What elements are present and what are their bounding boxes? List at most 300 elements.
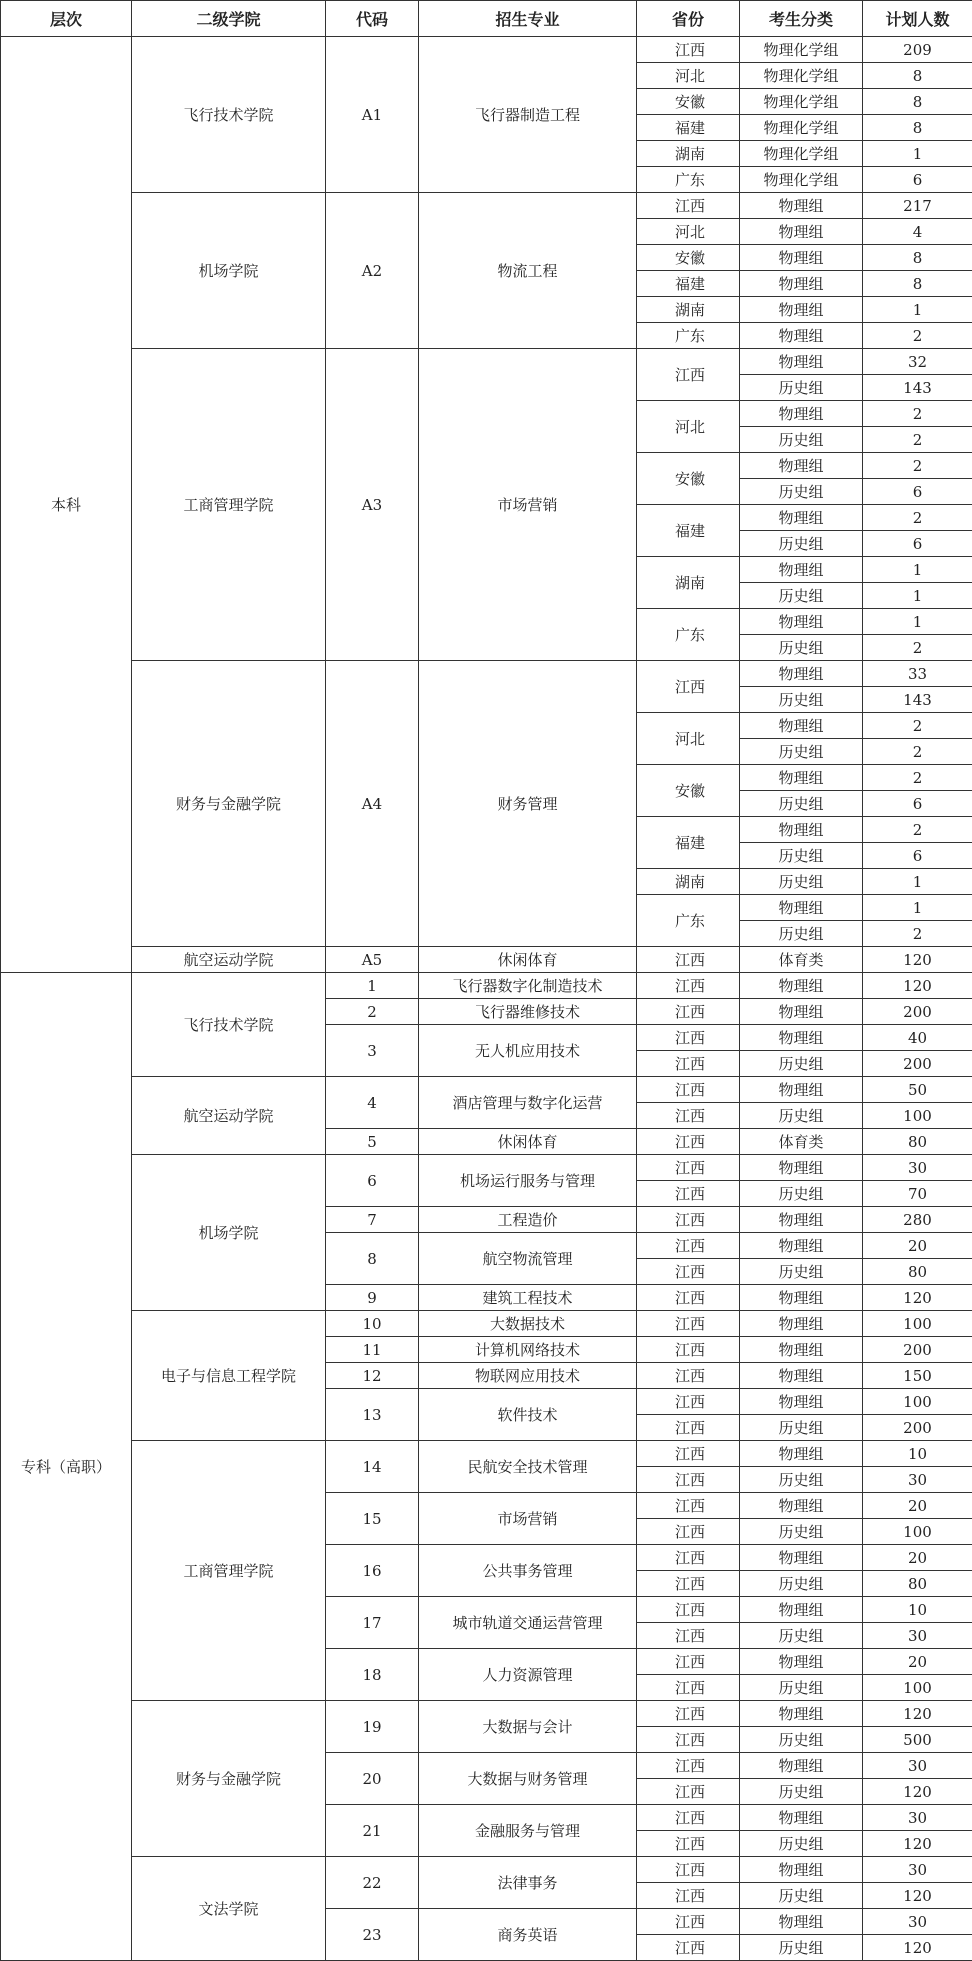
plan-count-cell: 40 [863,1025,972,1051]
plan-count-cell: 2 [863,323,972,349]
plan-count-cell: 120 [863,1285,972,1311]
province-cell: 安徽 [637,765,740,817]
province-cell: 江西 [637,1311,740,1337]
header-province: 省份 [637,1,740,37]
province-cell: 江西 [637,1779,740,1805]
plan-count-cell: 1 [863,141,972,167]
province-cell: 江西 [637,1233,740,1259]
major-name-cell: 法律事务 [419,1857,637,1909]
category-cell: 物理组 [740,1441,863,1467]
plan-count-cell: 20 [863,1493,972,1519]
category-cell: 体育类 [740,947,863,973]
plan-count-cell: 8 [863,245,972,271]
major-name-cell: 休闲体育 [419,1129,637,1155]
category-cell: 物理组 [740,1363,863,1389]
plan-count-cell: 217 [863,193,972,219]
major-name-cell: 酒店管理与数字化运营 [419,1077,637,1129]
table-row [1,1311,972,1337]
category-cell: 物理组 [740,661,863,687]
major-code-cell: 2 [326,999,419,1025]
plan-count-cell: 1 [863,895,972,921]
header-plan-count: 计划人数 [863,1,972,37]
category-cell: 物理组 [740,895,863,921]
province-cell: 广东 [637,323,740,349]
province-cell: 安徽 [637,453,740,505]
major-name-cell: 公共事务管理 [419,1545,637,1597]
province-cell: 江西 [637,1363,740,1389]
province-cell: 江西 [637,349,740,401]
level-cell: 本科 [1,37,132,973]
major-name-cell: 大数据与财务管理 [419,1753,637,1805]
major-code-cell: A5 [326,947,419,973]
province-cell: 江西 [637,1675,740,1701]
major-code-cell: 14 [326,1441,419,1493]
major-name-cell: 金融服务与管理 [419,1805,637,1857]
major-code-cell: 21 [326,1805,419,1857]
province-cell: 江西 [637,1207,740,1233]
college-cell: 航空运动学院 [132,1077,326,1155]
province-cell: 广东 [637,609,740,661]
major-code-cell: 5 [326,1129,419,1155]
category-cell: 历史组 [740,1519,863,1545]
province-cell: 安徽 [637,89,740,115]
category-cell: 历史组 [740,1467,863,1493]
category-cell: 历史组 [740,739,863,765]
category-cell: 历史组 [740,1051,863,1077]
major-code-cell: 20 [326,1753,419,1805]
major-name-cell: 休闲体育 [419,947,637,973]
plan-count-cell: 8 [863,63,972,89]
category-cell: 历史组 [740,427,863,453]
major-name-cell: 大数据技术 [419,1311,637,1337]
province-cell: 江西 [637,1753,740,1779]
college-cell: 财务与金融学院 [132,661,326,947]
plan-count-cell: 120 [863,1883,972,1909]
plan-count-cell: 500 [863,1727,972,1753]
plan-count-cell: 100 [863,1103,972,1129]
major-code-cell: 19 [326,1701,419,1753]
plan-count-cell: 30 [863,1623,972,1649]
major-name-cell: 机场运行服务与管理 [419,1155,637,1207]
plan-count-cell: 80 [863,1571,972,1597]
category-cell: 物理组 [740,1649,863,1675]
province-cell: 河北 [637,713,740,765]
major-name-cell: 软件技术 [419,1389,637,1441]
major-code-cell: 8 [326,1233,419,1285]
category-cell: 历史组 [740,1259,863,1285]
category-cell: 历史组 [740,375,863,401]
province-cell: 江西 [637,1077,740,1103]
category-cell: 物理组 [740,1597,863,1623]
province-cell: 江西 [637,1389,740,1415]
college-cell: 机场学院 [132,193,326,349]
plan-count-cell: 2 [863,713,972,739]
category-cell: 历史组 [740,1935,863,1961]
category-cell: 物理组 [740,1701,863,1727]
category-cell: 历史组 [740,583,863,609]
header-code: 代码 [326,1,419,37]
category-cell: 物理化学组 [740,89,863,115]
category-cell: 历史组 [740,921,863,947]
major-name-cell: 商务英语 [419,1909,637,1961]
plan-count-cell: 100 [863,1519,972,1545]
province-cell: 江西 [637,1831,740,1857]
plan-count-cell: 120 [863,1831,972,1857]
college-cell: 飞行技术学院 [132,973,326,1077]
college-cell: 文法学院 [132,1857,326,1961]
plan-count-cell: 6 [863,843,972,869]
major-code-cell: 23 [326,1909,419,1961]
plan-count-cell: 80 [863,1129,972,1155]
province-cell: 江西 [637,1181,740,1207]
plan-count-cell: 2 [863,453,972,479]
category-cell: 物理组 [740,973,863,999]
category-cell: 物理组 [740,1753,863,1779]
category-cell: 物理组 [740,817,863,843]
plan-count-cell: 1 [863,557,972,583]
plan-count-cell: 6 [863,167,972,193]
province-cell: 江西 [637,193,740,219]
major-name-cell: 市场营销 [419,1493,637,1545]
table-row [1,1441,972,1467]
table-row [1,1857,972,1883]
plan-count-cell: 30 [863,1467,972,1493]
major-name-cell: 建筑工程技术 [419,1285,637,1311]
major-code-cell: 15 [326,1493,419,1545]
province-cell: 江西 [637,1909,740,1935]
province-cell: 江西 [637,947,740,973]
major-name-cell: 财务管理 [419,661,637,947]
major-code-cell: 17 [326,1597,419,1649]
header-college: 二级学院 [132,1,326,37]
province-cell: 江西 [637,1285,740,1311]
category-cell: 物理化学组 [740,141,863,167]
plan-count-cell: 32 [863,349,972,375]
plan-count-cell: 2 [863,427,972,453]
province-cell: 江西 [637,973,740,999]
category-cell: 物理组 [740,1233,863,1259]
province-cell: 江西 [637,1727,740,1753]
province-cell: 河北 [637,401,740,453]
province-cell: 江西 [637,1883,740,1909]
category-cell: 物理组 [740,297,863,323]
plan-count-cell: 30 [863,1857,972,1883]
category-cell: 物理组 [740,1389,863,1415]
plan-count-cell: 143 [863,375,972,401]
plan-count-cell: 8 [863,115,972,141]
major-code-cell: 22 [326,1857,419,1909]
province-cell: 江西 [637,1129,740,1155]
college-cell: 机场学院 [132,1155,326,1311]
major-name-cell: 飞行器维修技术 [419,999,637,1025]
category-cell: 物理组 [740,557,863,583]
plan-count-cell: 120 [863,947,972,973]
major-name-cell: 城市轨道交通运营管理 [419,1597,637,1649]
plan-count-cell: 200 [863,999,972,1025]
province-cell: 江西 [637,1935,740,1961]
province-cell: 江西 [637,1337,740,1363]
plan-count-cell: 143 [863,687,972,713]
plan-count-cell: 10 [863,1441,972,1467]
plan-count-cell: 30 [863,1753,972,1779]
plan-count-cell: 120 [863,973,972,999]
category-cell: 物理组 [740,245,863,271]
category-cell: 物理组 [740,505,863,531]
plan-count-cell: 120 [863,1935,972,1961]
province-cell: 江西 [637,1519,740,1545]
plan-count-cell: 2 [863,401,972,427]
province-cell: 福建 [637,271,740,297]
province-cell: 江西 [637,1103,740,1129]
plan-count-cell: 10 [863,1597,972,1623]
province-cell: 江西 [637,1623,740,1649]
plan-count-cell: 200 [863,1337,972,1363]
plan-count-cell: 6 [863,531,972,557]
plan-count-cell: 80 [863,1259,972,1285]
college-cell: 电子与信息工程学院 [132,1311,326,1441]
category-cell: 物理组 [740,765,863,791]
major-code-cell: A3 [326,349,419,661]
plan-count-cell: 209 [863,37,972,63]
category-cell: 物理组 [740,1545,863,1571]
major-code-cell: 3 [326,1025,419,1077]
plan-count-cell: 20 [863,1233,972,1259]
table-row [1,1155,972,1181]
level-cell: 专科（高职） [1,973,132,1961]
category-cell: 历史组 [740,531,863,557]
province-cell: 江西 [637,999,740,1025]
major-code-cell: A2 [326,193,419,349]
province-cell: 湖南 [637,557,740,609]
table-body [1,37,972,1961]
header-row [1,1,972,37]
plan-count-cell: 30 [863,1155,972,1181]
plan-count-cell: 100 [863,1675,972,1701]
major-name-cell: 工程造价 [419,1207,637,1233]
province-cell: 江西 [637,1857,740,1883]
category-cell: 物理组 [740,1857,863,1883]
category-cell: 历史组 [740,1623,863,1649]
major-name-cell: 无人机应用技术 [419,1025,637,1077]
province-cell: 河北 [637,63,740,89]
category-cell: 历史组 [740,1415,863,1441]
plan-count-cell: 2 [863,505,972,531]
major-code-cell: 10 [326,1311,419,1337]
plan-count-cell: 200 [863,1051,972,1077]
college-cell: 工商管理学院 [132,349,326,661]
category-cell: 物理组 [740,1909,863,1935]
header-category: 考生分类 [740,1,863,37]
plan-count-cell: 2 [863,817,972,843]
category-cell: 历史组 [740,843,863,869]
category-cell: 物理组 [740,1285,863,1311]
province-cell: 江西 [637,1467,740,1493]
plan-count-cell: 20 [863,1649,972,1675]
province-cell: 江西 [637,1493,740,1519]
category-cell: 物理化学组 [740,63,863,89]
category-cell: 历史组 [740,1727,863,1753]
category-cell: 历史组 [740,1883,863,1909]
province-cell: 福建 [637,505,740,557]
category-cell: 历史组 [740,1181,863,1207]
major-code-cell: 12 [326,1363,419,1389]
major-name-cell: 计算机网络技术 [419,1337,637,1363]
college-cell: 飞行技术学院 [132,37,326,193]
major-name-cell: 市场营销 [419,349,637,661]
category-cell: 历史组 [740,1831,863,1857]
plan-count-cell: 8 [863,89,972,115]
plan-count-cell: 8 [863,271,972,297]
plan-count-cell: 120 [863,1779,972,1805]
table-row [1,947,972,973]
category-cell: 历史组 [740,1571,863,1597]
category-cell: 物理组 [740,323,863,349]
province-cell: 河北 [637,219,740,245]
category-cell: 物理组 [740,219,863,245]
province-cell: 安徽 [637,245,740,271]
category-cell: 物理组 [740,609,863,635]
province-cell: 江西 [637,1441,740,1467]
major-name-cell: 民航安全技术管理 [419,1441,637,1493]
major-code-cell: 13 [326,1389,419,1441]
plan-count-cell: 2 [863,765,972,791]
plan-count-cell: 1 [863,609,972,635]
plan-count-cell: 4 [863,219,972,245]
major-name-cell: 大数据与会计 [419,1701,637,1753]
category-cell: 历史组 [740,1675,863,1701]
plan-count-cell: 6 [863,479,972,505]
plan-count-cell: 2 [863,635,972,661]
plan-count-cell: 1 [863,869,972,895]
table-row [1,349,972,375]
category-cell: 物理组 [740,349,863,375]
province-cell: 湖南 [637,141,740,167]
table-row [1,973,972,999]
category-cell: 历史组 [740,687,863,713]
major-name-cell: 物流工程 [419,193,637,349]
plan-count-cell: 150 [863,1363,972,1389]
major-code-cell: 1 [326,973,419,999]
category-cell: 历史组 [740,869,863,895]
major-name-cell: 人力资源管理 [419,1649,637,1701]
college-cell: 工商管理学院 [132,1441,326,1701]
table-row [1,193,972,219]
province-cell: 福建 [637,817,740,869]
category-cell: 物理组 [740,1025,863,1051]
major-name-cell: 飞行器制造工程 [419,37,637,193]
college-cell: 航空运动学院 [132,947,326,973]
plan-count-cell: 2 [863,739,972,765]
category-cell: 物理组 [740,193,863,219]
major-code-cell: A1 [326,37,419,193]
category-cell: 历史组 [740,635,863,661]
province-cell: 江西 [637,1701,740,1727]
major-code-cell: 11 [326,1337,419,1363]
major-code-cell: 18 [326,1649,419,1701]
plan-count-cell: 20 [863,1545,972,1571]
province-cell: 江西 [637,1051,740,1077]
plan-count-cell: 280 [863,1207,972,1233]
province-cell: 湖南 [637,297,740,323]
header-major: 招生专业 [419,1,637,37]
major-code-cell: 4 [326,1077,419,1129]
major-code-cell: 9 [326,1285,419,1311]
plan-count-cell: 120 [863,1701,972,1727]
table-row [1,1701,972,1727]
province-cell: 江西 [637,661,740,713]
province-cell: 广东 [637,895,740,947]
major-name-cell: 物联网应用技术 [419,1363,637,1389]
category-cell: 物理组 [740,1077,863,1103]
category-cell: 历史组 [740,1103,863,1129]
plan-count-cell: 200 [863,1415,972,1441]
major-code-cell: A4 [326,661,419,947]
province-cell: 江西 [637,1597,740,1623]
province-cell: 湖南 [637,869,740,895]
header-level: 层次 [1,1,132,37]
category-cell: 历史组 [740,479,863,505]
major-code-cell: 6 [326,1155,419,1207]
province-cell: 江西 [637,1155,740,1181]
category-cell: 历史组 [740,1779,863,1805]
major-code-cell: 7 [326,1207,419,1233]
province-cell: 福建 [637,115,740,141]
province-cell: 江西 [637,1649,740,1675]
category-cell: 物理化学组 [740,37,863,63]
major-code-cell: 16 [326,1545,419,1597]
major-name-cell: 飞行器数字化制造技术 [419,973,637,999]
province-cell: 江西 [637,37,740,63]
province-cell: 广东 [637,167,740,193]
category-cell: 物理组 [740,999,863,1025]
province-cell: 江西 [637,1415,740,1441]
plan-count-cell: 1 [863,583,972,609]
category-cell: 物理组 [740,1311,863,1337]
category-cell: 历史组 [740,791,863,817]
province-cell: 江西 [637,1571,740,1597]
major-name-cell: 航空物流管理 [419,1233,637,1285]
province-cell: 江西 [637,1805,740,1831]
table-row [1,1077,972,1103]
plan-count-cell: 70 [863,1181,972,1207]
table-row [1,37,972,63]
plan-count-cell: 33 [863,661,972,687]
category-cell: 物理组 [740,453,863,479]
plan-count-cell: 50 [863,1077,972,1103]
province-cell: 江西 [637,1025,740,1051]
category-cell: 体育类 [740,1129,863,1155]
category-cell: 物理化学组 [740,167,863,193]
college-cell: 财务与金融学院 [132,1701,326,1857]
category-cell: 物理组 [740,1337,863,1363]
plan-count-cell: 2 [863,921,972,947]
table-row [1,661,972,687]
category-cell: 物理组 [740,1493,863,1519]
category-cell: 物理组 [740,1155,863,1181]
category-cell: 物理化学组 [740,115,863,141]
plan-count-cell: 6 [863,791,972,817]
category-cell: 物理组 [740,401,863,427]
plan-count-cell: 100 [863,1311,972,1337]
province-cell: 江西 [637,1545,740,1571]
plan-count-cell: 1 [863,297,972,323]
category-cell: 物理组 [740,713,863,739]
plan-count-cell: 100 [863,1389,972,1415]
province-cell: 江西 [637,1259,740,1285]
category-cell: 物理组 [740,1207,863,1233]
plan-count-cell: 30 [863,1805,972,1831]
category-cell: 物理组 [740,1805,863,1831]
